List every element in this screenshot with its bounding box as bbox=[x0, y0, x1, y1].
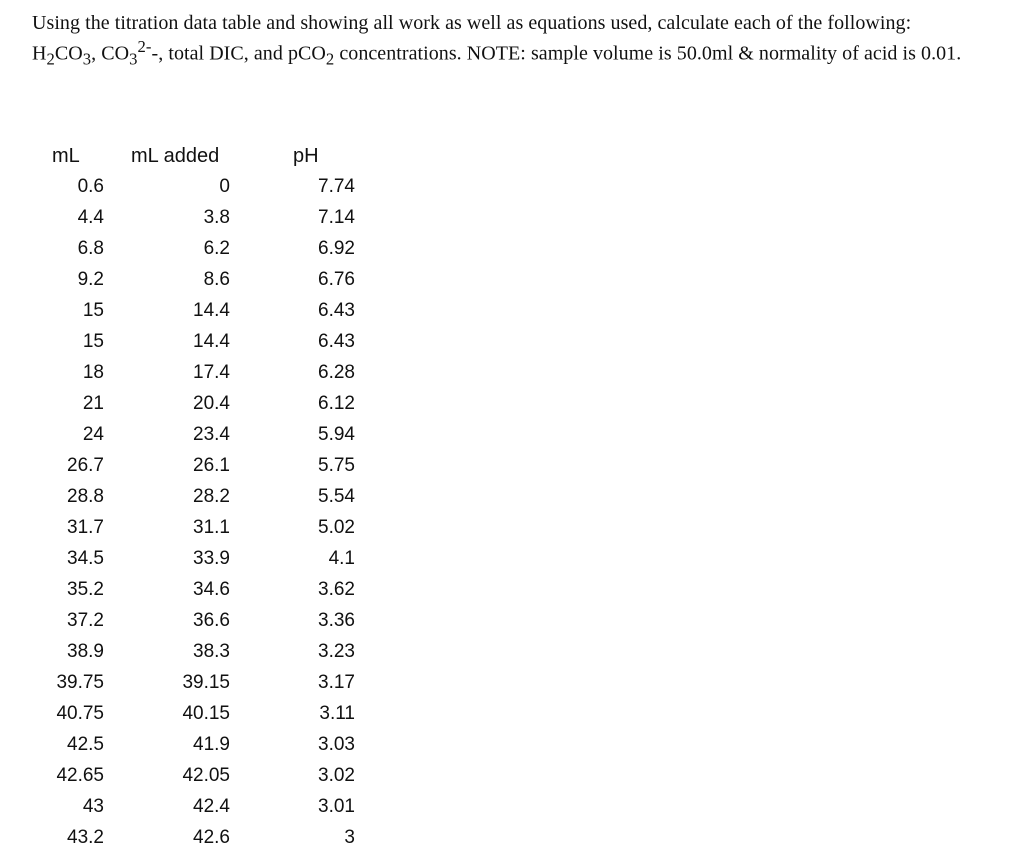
table-row bbox=[0, 299, 420, 330]
table-row bbox=[0, 206, 420, 237]
species-charge-superscript: 2- bbox=[137, 37, 152, 56]
cell-ml-added: 23.4 bbox=[193, 424, 230, 445]
cell-ml: 15 bbox=[82, 331, 104, 352]
cell-ml: 0.6 bbox=[77, 176, 104, 197]
cell-ml-added: 40.15 bbox=[182, 703, 230, 724]
cell-ml-added: 42.4 bbox=[193, 796, 230, 817]
cell-ml: 35.2 bbox=[67, 579, 104, 600]
species-co3-subscript: 3 bbox=[82, 49, 92, 69]
question-line-2-tail: concentrations. NOTE: sample volume is 50.0ml & normality of acid is 0.01. bbox=[334, 42, 962, 65]
cell-ml: 4.4 bbox=[77, 207, 104, 228]
table-row bbox=[0, 671, 420, 702]
cell-ml-added: 28.2 bbox=[193, 486, 230, 507]
cell-ml: 15 bbox=[82, 300, 104, 321]
cell-ml-added: 41.9 bbox=[193, 734, 230, 755]
cell-ph: 7.14 bbox=[318, 207, 355, 228]
cell-ml-added: 34.6 bbox=[193, 579, 230, 600]
cell-ml-added: 31.1 bbox=[193, 517, 230, 538]
table-body bbox=[0, 175, 420, 857]
cell-ph: 6.92 bbox=[318, 238, 355, 259]
cell-ph: 5.54 bbox=[318, 486, 355, 507]
cell-ml: 42.5 bbox=[67, 734, 104, 755]
table-row bbox=[0, 423, 420, 454]
cell-ml: 40.75 bbox=[56, 703, 104, 724]
cell-ph: 3.23 bbox=[318, 641, 355, 662]
cell-ml-added: 20.4 bbox=[193, 393, 230, 414]
table-row bbox=[0, 392, 420, 423]
question-text bbox=[32, 12, 1002, 71]
cell-ml: 43.2 bbox=[67, 827, 104, 848]
table-row bbox=[0, 795, 420, 826]
cell-ml-added: 3.8 bbox=[203, 207, 230, 228]
table-row bbox=[0, 516, 420, 547]
table-row bbox=[0, 485, 420, 516]
table-row bbox=[0, 268, 420, 299]
cell-ph: 5.02 bbox=[318, 517, 355, 538]
cell-ph: 5.94 bbox=[318, 424, 355, 445]
cell-ph: 3.03 bbox=[318, 734, 355, 755]
cell-ml: 34.5 bbox=[67, 548, 104, 569]
table-row bbox=[0, 702, 420, 733]
cell-ml: 43 bbox=[82, 796, 104, 817]
table-row bbox=[0, 826, 420, 857]
cell-ph: 3.36 bbox=[318, 610, 355, 631]
cell-ml-added: 17.4 bbox=[193, 362, 230, 383]
table-row bbox=[0, 361, 420, 392]
table-row bbox=[0, 764, 420, 795]
cell-ml: 6.8 bbox=[77, 238, 104, 259]
table-row bbox=[0, 578, 420, 609]
cell-ph: 3.11 bbox=[319, 703, 355, 724]
cell-ml-added: 39.15 bbox=[182, 672, 230, 693]
cell-ml: 39.75 bbox=[56, 672, 104, 693]
table-row bbox=[0, 330, 420, 361]
cell-ph: 7.74 bbox=[318, 176, 355, 197]
table-row bbox=[0, 640, 420, 671]
cell-ml-added: 42.05 bbox=[182, 765, 230, 786]
cell-ml-added: 33.9 bbox=[193, 548, 230, 569]
cell-ph: 3.62 bbox=[318, 579, 355, 600]
table-row bbox=[0, 454, 420, 485]
cell-ml-added: 36.6 bbox=[193, 610, 230, 631]
cell-ml: 31.7 bbox=[67, 517, 104, 538]
cell-ml: 38.9 bbox=[67, 641, 104, 662]
cell-ml-added: 8.6 bbox=[203, 269, 230, 290]
cell-ph: 6.28 bbox=[318, 362, 355, 383]
cell-ml: 42.65 bbox=[56, 765, 104, 786]
table-row bbox=[0, 547, 420, 578]
cell-ph: 3.17 bbox=[318, 672, 355, 693]
cell-ml: 9.2 bbox=[77, 269, 104, 290]
question-line-1: Using the titration data table and showing all work as well as equations used, calculate each of the following: bbox=[32, 12, 912, 34]
cell-ml: 28.8 bbox=[67, 486, 104, 507]
table-row bbox=[0, 237, 420, 268]
species-h2-subscript: 2 bbox=[46, 49, 55, 69]
cell-ml-added: 14.4 bbox=[193, 331, 230, 352]
cell-ph: 3.02 bbox=[318, 765, 355, 786]
table-row bbox=[0, 609, 420, 640]
cell-ph: 6.43 bbox=[318, 331, 355, 352]
cell-ph: 3.01 bbox=[318, 796, 355, 817]
species-co-text: CO bbox=[54, 42, 83, 65]
cell-ml-added: 38.3 bbox=[193, 641, 230, 662]
cell-ph: 4.1 bbox=[328, 548, 355, 569]
header-ph: pH bbox=[293, 145, 319, 167]
cell-ph: 3 bbox=[344, 827, 355, 848]
cell-ml: 24 bbox=[82, 424, 104, 445]
cell-ph: 6.12 bbox=[318, 393, 355, 414]
cell-ml: 26.7 bbox=[67, 455, 104, 476]
cell-ph: 5.75 bbox=[318, 455, 355, 476]
header-ml: mL bbox=[52, 145, 80, 167]
cell-ml: 21 bbox=[82, 393, 104, 414]
cell-ml-added: 14.4 bbox=[193, 300, 230, 321]
cell-ml-added: 42.6 bbox=[193, 827, 230, 848]
table-row bbox=[0, 733, 420, 764]
cell-ml: 18 bbox=[82, 362, 104, 383]
cell-ml-added: 26.1 bbox=[193, 455, 230, 476]
header-ml-added: mL added bbox=[131, 145, 220, 167]
species-pco2-subscript: 2 bbox=[325, 49, 335, 69]
species-h-text: H bbox=[32, 42, 47, 65]
species-co3-subscript-2: 3 bbox=[129, 49, 138, 69]
species-dic-text: -, total DIC, and pCO bbox=[151, 42, 326, 65]
cell-ph: 6.76 bbox=[318, 269, 355, 290]
cell-ml-added: 0 bbox=[219, 176, 230, 197]
table-row bbox=[0, 175, 420, 206]
cell-ml-added: 6.2 bbox=[203, 238, 230, 259]
cell-ph: 6.43 bbox=[318, 300, 355, 321]
cell-ml: 37.2 bbox=[67, 610, 104, 631]
question-line-2 bbox=[32, 35, 1002, 71]
species-co3-text: , CO bbox=[91, 42, 130, 65]
